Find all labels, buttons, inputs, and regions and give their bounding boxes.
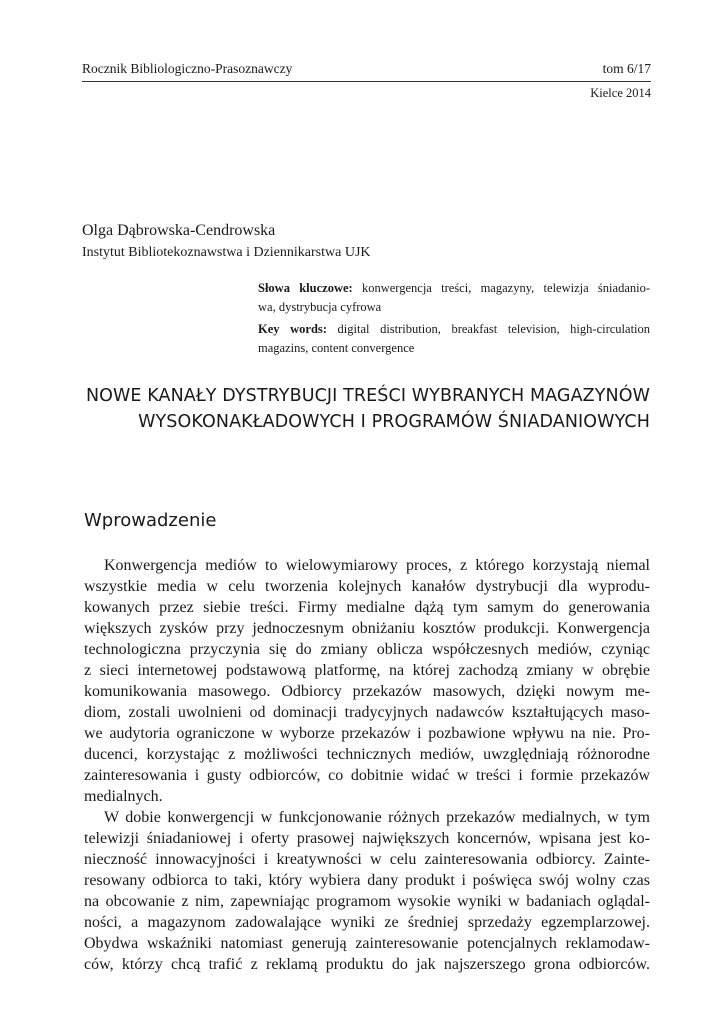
keywords-pl-label: Słowa kluczowe:: [258, 281, 353, 295]
article-title: [50, 383, 650, 435]
keywords-en-label: Key words:: [258, 322, 327, 336]
body-line: z sieci internetowej podstawową platformę, na której zachodzą zmiany w obrębie: [84, 662, 650, 679]
body-line: Konwergencja mediów to wielowymiarowy proces, z którego korzystają niemal: [104, 557, 650, 574]
keywords-pl: [258, 279, 650, 317]
body-line: na obcowanie z nim, zapewniając programom wysokie wyniki w badaniach oglądal-: [84, 893, 650, 910]
body-line: ców, którzy chcą trafić z reklamą produktu do jak najszerszego grona odbiorców.: [84, 956, 650, 973]
journal-title: Rocznik Bibliologiczno-Prasoznawczy: [82, 61, 293, 76]
body-line: medialnych.: [84, 788, 163, 805]
article-title-line1: NOWE KANAŁY DYSTRYBUCJI TREŚCI WYBRANYCH MAGAZYNÓW: [85, 386, 650, 406]
body-line: we audytoria ograniczone w wyborze przekazów i pozbawione wpływu na nie. Pro-: [84, 725, 650, 742]
keywords-en-line1: digital distribution, breakfast television, high-circulation: [337, 322, 651, 336]
keywords-en: [258, 320, 650, 358]
section-heading: Wprowadzenie: [84, 510, 217, 531]
keywords-en-line2: magazins, content convergence: [258, 341, 415, 355]
body-line: kowanych przez siebie treści. Firmy medialne dążą tym samym do generowania: [84, 599, 650, 616]
header-rule: [82, 81, 651, 82]
body-line: wszystkie media w celu tworzenia kolejnych kanałów dystrybucji dla wyprodu-: [84, 578, 650, 595]
body-line: W dobie konwergencji w funkcjonowanie różnych przekazów medialnych, w tym: [104, 809, 650, 826]
place-year: Kielce 2014: [590, 86, 651, 100]
keywords-pl-line2: wa, dystrybucja cyfrowa: [258, 300, 382, 314]
body-line: zainteresowania i gusty odbiorców, co dobitnie widać w treści i formie przekazów: [84, 767, 650, 784]
body-line: Obydwa wskaźniki natomiast generują zainteresowanie potencjalnych reklamodaw-: [84, 935, 650, 952]
body-line: resowany odbiorca to taki, który wybiera dany produkt i poświęca swój wolny czas: [84, 872, 650, 889]
body-line: diom, zostali uwolnieni od dominacji tradycyjnych nadawców kształtujących maso-: [84, 704, 650, 721]
author-institution: Instytut Bibliotekoznawstwa i Dziennikarstwa UJK: [82, 245, 371, 260]
keywords-pl-line1: konwergencja treści, magazyny, telewizja śniadanio-: [361, 281, 650, 295]
body-line: większych zysków przy jednoczesnym obniżaniu kosztów produkcji. Konwergencja: [84, 620, 650, 637]
author-name: Olga Dąbrowska-Cendrowska: [82, 222, 276, 239]
volume-number: tom 6/17: [602, 61, 651, 76]
body-line: komunikowania masowego. Odbiorcy przekazów masowych, dzięki nowym me-: [84, 683, 650, 700]
body-line: technologiczna przyczynia się do zmiany oblicza współczesnych mediów, czyniąc: [84, 641, 650, 658]
body-line: nieczność innowacyjności i kreatywności w celu zainteresowania odbiorcy. Zainte-: [84, 851, 650, 868]
body-line: ducenci, korzystając z możliwości technicznych mediów, uwzględniają różnorodne: [84, 746, 650, 763]
body-line: telewizji śniadaniowej i oferty prasowej największych koncernów, wpisana jest ko-: [84, 830, 650, 847]
body-line: ności, a magazynom zadowalające wyniki ze średniej sprzedaży egzemplarzowej.: [84, 914, 650, 931]
article-title-line2: WYSOKONAKŁADOWYCH I PROGRAMÓW ŚNIADANIOWYCH: [138, 412, 650, 432]
